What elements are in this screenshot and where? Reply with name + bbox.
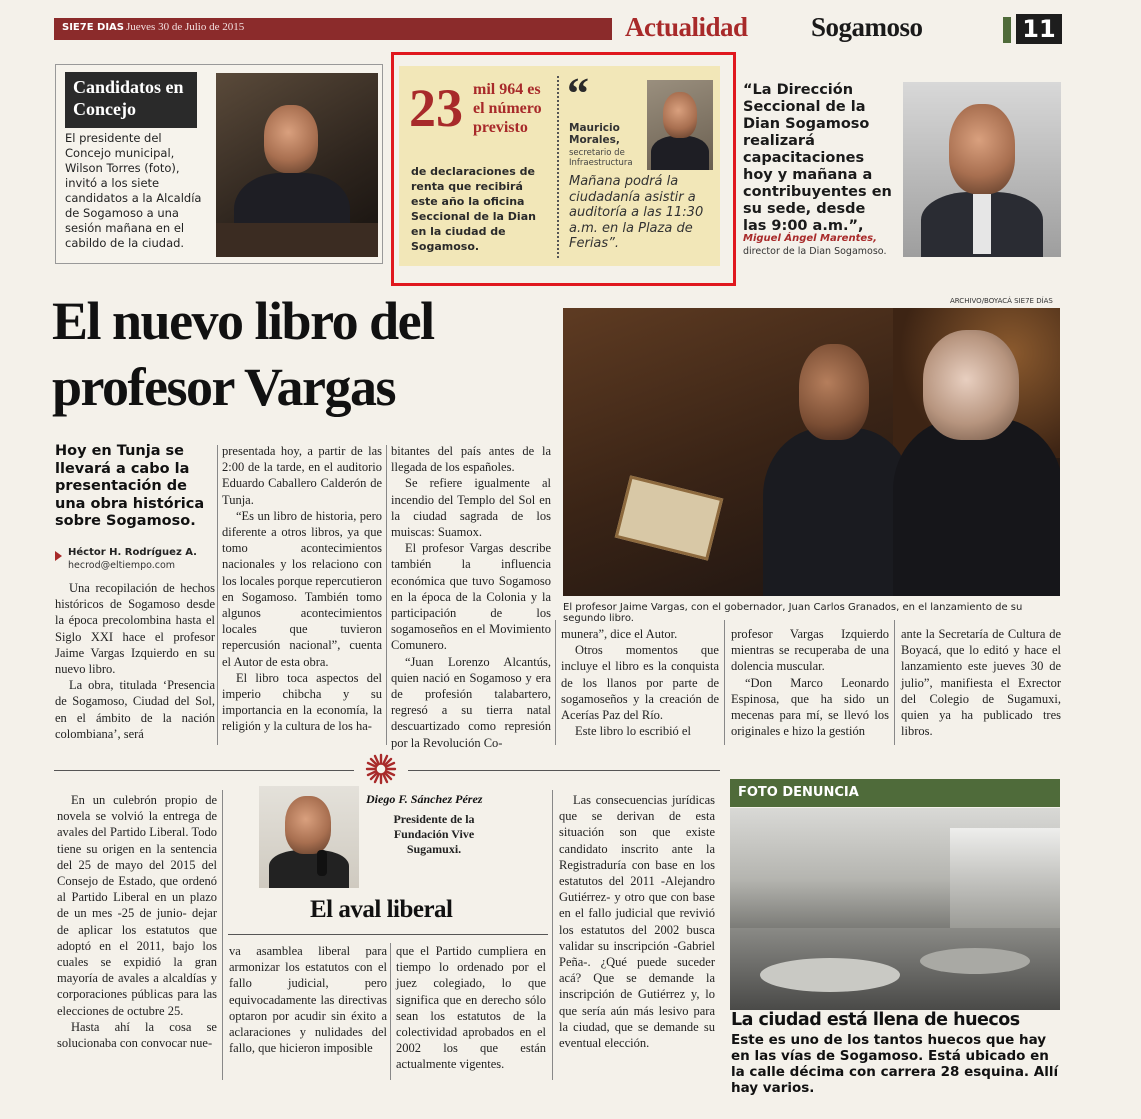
sun-ornament-icon (364, 752, 398, 786)
stat-person-role: secretario de Infraestructura (569, 148, 633, 168)
article-paragraph: munera”, dice el Autor. (561, 627, 678, 641)
article-author-email: hecrod@eltiempo.com (68, 560, 176, 571)
candidatos-box (55, 64, 383, 264)
opinion-author-role: Presidente de la Fundación Vive Sugamuxi. (393, 812, 475, 856)
stat-number-rest: mil 964 es el número previsto (473, 81, 542, 136)
article-paragraph: El libro toca aspectos del imperio chibcha y su importancia en la economía, la religión y la cultura de los ha- (222, 670, 382, 734)
article-paragraph: La obra, titulada ‘Presencia de Sogamoso, Ciudad del Sol, en el ámbito de la nación colombiana’, será (55, 678, 215, 741)
stat-person-name: Mauricio Morales, (569, 122, 620, 146)
article-paragraph: Una recopilación de hechos históricos de Sogamoso desde la época precolombina hasta el Siglo XXI hace el profesor Jaime Vargas Izquierdo en su nuevo libro. (55, 581, 215, 677)
opinion-paragraph: En un culebrón propio de novela se volvió la entrega de avales del Partido Liberal. Todo tiene su origen en la sentencia del 25 de mayo del 2015 del Consejo de Estado, que ordenó al Partido Liberal en un plazo de un mes -25 de junio- dejar de aplicar los estatutos que adoptó en el 2011, bajo los cuales se expidió la gran mayoría de avales a alcaldías y corporaciones públicas para las elecciones de octubre 25. (57, 793, 217, 1018)
article-paragraph: ante la Secretaría de Cultura de Boyacá, que lo editó y hace el lanzamiento este jueves 30 de julio”, manifiesta el Exrector del Colegio de Sugamuxi, quien ya ha publicado tres libros. (901, 627, 1061, 739)
col-divider (894, 620, 895, 745)
header-page-marker (1003, 17, 1011, 43)
candidatos-body: El presidente del Concejo municipal, Wilson Torres (foto), invitó a los siete candidatos a la Alcaldía de Sogamoso a una sesión mañana en el cabildo de la ciudad. (65, 131, 202, 250)
opinion-paragraph: Las consecuencias jurídicas que se derivan de esta situación son que existe candidato inscrito ante la Registraduría con base en los estatutos del 2011 -Alejandro Gutiérrez- y otro que con base en el fallo judicial que revivió los estatutos del 2002 busca validar su inscripción -Gabriel Peña-. ¿Qué puede suceder acá? Que se demande la inscripción de Gutiérrez y, lo que sería aún más lesivo para la ciudad, que se demande su eventual elección. (559, 793, 715, 1051)
col-divider (390, 943, 391, 1080)
header-city: Sogamoso (811, 12, 923, 42)
header-section: Actualidad (625, 12, 748, 42)
byline-arrow-icon (55, 551, 62, 561)
stat-number: 23 (409, 78, 463, 138)
article-photo-caption: El profesor Jaime Vargas, con el gobernador, Juan Carlos Granados, en el lanzamiento de su segundo libro. (563, 602, 1023, 624)
foto-denuncia-title: La ciudad está llena de huecos (731, 1010, 1020, 1030)
opinion-col-3 (396, 943, 546, 1073)
section-divider-right (408, 770, 720, 771)
foto-denuncia-photo (730, 808, 1060, 1010)
col-divider (555, 620, 556, 745)
opinion-title: El aval liberal (310, 896, 453, 923)
stat-person-photo (647, 80, 713, 170)
col-divider (552, 790, 553, 1080)
article-paragraph: “Juan Lorenzo Alcantús, quien nació en Sogamoso y era de profesión talabartero, regresó a su tierra natal descuartizado como represión por la Revolución Co- (391, 654, 551, 750)
section-divider-left (54, 770, 354, 771)
opinion-author-photo (259, 786, 359, 888)
article-paragraph: profesor Vargas Izquierdo mientras se recuperaba de una dolencia muscular. (731, 627, 889, 674)
opinion-paragraph: Hasta ahí la cosa se solucionaba con convocar nue- (57, 1019, 217, 1051)
article-col-4 (561, 626, 719, 739)
article-paragraph: “Don Marco Leonardo Espinosa, que ha sido un mecenas para mí, se llevó los originales e hizo la gestión (731, 675, 889, 739)
article-photo-credit: ARCHIVO/BOYACÁ SIE7E DÍAS (950, 297, 1053, 305)
article-paragraph: bitantes del país antes de la llegada de los españoles. (391, 444, 551, 475)
header-bar (54, 18, 612, 40)
article-col-6 (901, 626, 1061, 739)
article-col-2 (222, 443, 382, 735)
header-page-number: 11 (1016, 14, 1062, 44)
foto-denuncia-text: Este es uno de los tantos huecos que hay en las vías de Sogamoso. Está ubicado en la calle décima con carrera 28 esquina. Allí hay varios. (731, 1032, 1059, 1096)
stat-quote: Mañana podrá la ciudadanía asistir a auditoría a las 11:30 a.m. en la Plaza de Ferias”. (569, 174, 704, 251)
article-paragraph: Este libro lo escribió el (575, 724, 691, 739)
article-paragraph: presentada hoy, a partir de las 2:00 de la tarde, en el auditorio Eduardo Caballero Calderón de Tunja. (222, 444, 382, 507)
article-lead: Hoy en Tunja se llevará a cabo la presentación de una obra histórica sobre Sogamoso. (55, 443, 205, 529)
article-paragraph: Se refiere igualmente al incendio del Templo del Sol en la ciudad sagrada de los muiscas: Suamox. (391, 476, 551, 540)
opinion-title-rule (228, 934, 548, 935)
foto-denuncia-label: FOTO DENUNCIA (738, 785, 859, 800)
stat-caption: de declaraciones de renta que recibirá este año la oficina Seccional de la Dian en la ciudad de Sogamoso. (411, 165, 536, 253)
col-divider (724, 620, 725, 745)
article-photo (563, 308, 1060, 596)
opinion-col-4 (559, 792, 715, 1051)
dian-person-name: Miguel Ángel Marentes, (743, 233, 877, 244)
opinion-col-2 (229, 943, 387, 1056)
opinion-author: Diego F. Sánchez Pérez (366, 792, 483, 806)
article-col-1 (55, 580, 215, 742)
header-brand: SIE7E DIAS (62, 22, 124, 33)
dian-quote: “La Dirección Seccional de la Dian Sogamoso realizará capacitaciones hoy y mañana a contribuyentes en su sede, desde las 9:00 a.m.”, (743, 82, 892, 234)
col-divider (217, 445, 218, 745)
article-headline-line2: profesor Vargas (52, 357, 396, 417)
opinion-paragraph: que el Partido cumpliera en tiempo lo ordenado por el juez colegiado, lo que significa que en derecho sólo sean los estatutos de la colectividad aprobados en el 2002 los que están actualmente vigentes. (396, 944, 546, 1072)
article-paragraph: “Es un libro de historia, pero diferente a otros libros, ya que tomo acontecimientos nacionales y los relaciono con los locales porque repercutieron en Sogamoso. También tomo algunos acontecimientos locales que tuvieron repercusión nacional”, cuenta el Autor de esta obra. (222, 508, 383, 669)
col-divider (386, 445, 387, 745)
article-col-3 (391, 443, 551, 751)
foto-denuncia-label-bar (730, 779, 1060, 807)
candidatos-title: Candidatos en Concejo (73, 77, 184, 119)
article-col-5 (731, 626, 889, 739)
opinion-paragraph: va asamblea liberal para armonizar los estatutos con el fallo judicial, pero equivocadamente las directivas optaron por acudir sin éxito a aclaraciones y nulidades del fallo, que hicieron imposible (229, 944, 387, 1056)
stat-quote-mark: “ (567, 69, 589, 118)
article-paragraph: Otros momentos que incluye el libro es la conquista de los llanos por parte de sogamoseños y la creación de Acerías Paz del Río. (561, 643, 719, 723)
candidatos-title-block (65, 72, 197, 128)
article-author: Héctor H. Rodríguez A. (68, 547, 197, 558)
header-date: Jueves 30 de Julio de 2015 (126, 21, 245, 33)
article-paragraph: El profesor Vargas describe también la influencia económica que tuvo Sogamoso en la época de la Colonia y la participación de los sogamoseños en el Movimiento Comunero. (391, 541, 551, 653)
dian-person-role: director de la Dian Sogamoso. (743, 246, 887, 257)
dian-person-photo (903, 82, 1061, 257)
opinion-col-1 (57, 792, 217, 1051)
col-divider (222, 790, 223, 1080)
article-headline-line1: El nuevo libro del (52, 291, 434, 351)
stat-box (399, 66, 720, 266)
stat-divider (557, 76, 559, 258)
candidatos-photo (216, 73, 378, 257)
